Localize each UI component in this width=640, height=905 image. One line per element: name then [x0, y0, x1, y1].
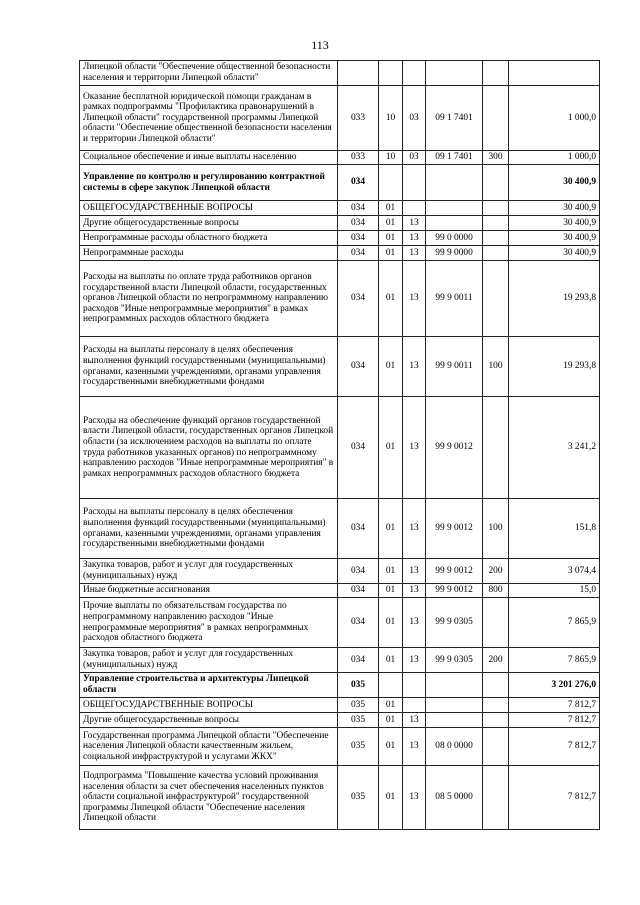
row-subsection-cell: 13	[403, 728, 426, 766]
table-row	[80, 673, 600, 698]
table-row	[80, 713, 600, 728]
row-section-cell: 01	[379, 559, 403, 584]
row-section-cell: 01	[379, 499, 403, 559]
budget-table	[79, 60, 600, 830]
row-target-article-cell: 99 0 0000	[426, 231, 483, 246]
row-admin-code-cell: 035	[338, 698, 379, 713]
row-subsection-cell: 13	[403, 216, 426, 231]
row-target-article-cell: 08 5 0000	[426, 766, 483, 830]
row-section-cell	[379, 165, 403, 201]
table-row	[80, 216, 600, 231]
row-subsection-cell	[403, 673, 426, 698]
row-name-cell: Другие общегосударственные вопросы	[80, 713, 338, 728]
row-amount-cell: 3 074,4	[509, 559, 600, 584]
row-admin-code-cell: 035	[338, 766, 379, 830]
row-expense-type-cell	[483, 673, 509, 698]
row-subsection-cell: 13	[403, 648, 426, 673]
row-admin-code-cell: 034	[338, 559, 379, 584]
row-subsection-cell: 13	[403, 337, 426, 397]
row-amount-cell: 30 400,9	[509, 201, 600, 216]
row-expense-type-cell	[483, 61, 509, 86]
row-admin-code-cell: 034	[338, 397, 379, 499]
row-admin-code-cell	[338, 61, 379, 86]
table-row	[80, 337, 600, 397]
row-expense-type-cell	[483, 766, 509, 830]
row-name-cell: Расходы на выплаты по оплате труда работников органов государственной власти Липецкой области, государственных органов Липецкой области по непрограммному направлению расходов "Иные непрограммные мероприятия" в рамках непрограммных расходов областного бюджета	[80, 261, 338, 337]
row-subsection-cell: 13	[403, 246, 426, 261]
row-name-cell: ОБЩЕГОСУДАРСТВЕННЫЕ ВОПРОСЫ	[80, 201, 338, 216]
row-name-cell: Расходы на обеспечение функций органов государственной власти Липецкой области, государственных органов Липецкой области (за исключением расходов на выплаты по оплате труда работников указанных органов) по непрограммному направлению расходов "Иные непрограммные мероприятия" в рамках непрограммных расходов областного бюджета	[80, 397, 338, 499]
row-name-cell: Управление строительства и архитектуры Липецкой области	[80, 673, 338, 698]
row-expense-type-cell: 200	[483, 648, 509, 673]
row-name-cell: Липецкой области "Обеспечение общественной безопасности населения и территории Липецкой области"	[80, 61, 338, 86]
row-amount-cell: 3 201 276,0	[509, 673, 600, 698]
row-expense-type-cell	[483, 598, 509, 648]
row-amount-cell	[509, 61, 600, 86]
table-row	[80, 151, 600, 165]
table-row	[80, 201, 600, 216]
row-amount-cell: 7 865,9	[509, 598, 600, 648]
row-subsection-cell	[403, 698, 426, 713]
row-expense-type-cell	[483, 201, 509, 216]
row-expense-type-cell	[483, 261, 509, 337]
row-expense-type-cell	[483, 246, 509, 261]
row-section-cell: 01	[379, 584, 403, 598]
row-admin-code-cell: 035	[338, 713, 379, 728]
table-row	[80, 598, 600, 648]
row-section-cell: 01	[379, 216, 403, 231]
row-amount-cell: 3 241,2	[509, 397, 600, 499]
row-subsection-cell	[403, 165, 426, 201]
row-expense-type-cell	[483, 216, 509, 231]
row-admin-code-cell: 034	[338, 261, 379, 337]
row-amount-cell: 30 400,9	[509, 246, 600, 261]
row-section-cell	[379, 673, 403, 698]
row-admin-code-cell: 034	[338, 337, 379, 397]
row-section-cell: 01	[379, 231, 403, 246]
row-name-cell: Непрограммные расходы областного бюджета	[80, 231, 338, 246]
row-section-cell: 01	[379, 648, 403, 673]
row-name-cell: Государственная программа Липецкой области "Обеспечение населения Липецкой области качественным жильем, социальной инфраструктурой и услугами ЖКХ"	[80, 728, 338, 766]
row-amount-cell: 19 293,8	[509, 337, 600, 397]
table-row	[80, 397, 600, 499]
row-expense-type-cell	[483, 713, 509, 728]
row-section-cell: 01	[379, 337, 403, 397]
row-name-cell: Закупка товаров, работ и услуг для государственных (муниципальных) нужд	[80, 559, 338, 584]
row-subsection-cell	[403, 61, 426, 86]
row-target-article-cell: 99 9 0305	[426, 648, 483, 673]
row-expense-type-cell: 100	[483, 337, 509, 397]
row-name-cell: Иные бюджетные ассигнования	[80, 584, 338, 598]
row-target-article-cell: 99 9 0012	[426, 397, 483, 499]
table-row	[80, 766, 600, 830]
row-section-cell: 01	[379, 397, 403, 499]
row-expense-type-cell	[483, 698, 509, 713]
row-target-article-cell: 99 9 0012	[426, 584, 483, 598]
row-amount-cell: 30 400,9	[509, 216, 600, 231]
row-admin-code-cell: 034	[338, 231, 379, 246]
table-row	[80, 231, 600, 246]
table-row	[80, 261, 600, 337]
row-section-cell: 01	[379, 261, 403, 337]
row-section-cell: 01	[379, 698, 403, 713]
row-target-article-cell: 99 9 0011	[426, 337, 483, 397]
row-expense-type-cell	[483, 728, 509, 766]
row-section-cell: 01	[379, 766, 403, 830]
row-target-article-cell: 08 0 0000	[426, 728, 483, 766]
row-section-cell: 01	[379, 201, 403, 216]
page-number: 113	[311, 38, 329, 52]
table-row	[80, 165, 600, 201]
row-admin-code-cell: 034	[338, 598, 379, 648]
row-expense-type-cell: 300	[483, 151, 509, 165]
row-name-cell: Расходы на выплаты персоналу в целях обеспечения выполнения функций государственными (муниципальными) органами, казенными учреждениями, органами управления государственными внебюджетными фондами	[80, 499, 338, 559]
row-name-cell: Социальное обеспечение и иные выплаты населению	[80, 151, 338, 165]
row-target-article-cell: 09 1 7401	[426, 86, 483, 151]
row-name-cell: Прочие выплаты по обязательствам государства по непрограммному направлению расходов "Иные непрограммные мероприятия" в рамках непрограммных расходов областного бюджета	[80, 598, 338, 648]
row-section-cell: 01	[379, 728, 403, 766]
row-target-article-cell	[426, 673, 483, 698]
table-row	[80, 61, 600, 86]
row-subsection-cell: 13	[403, 559, 426, 584]
row-target-article-cell: 99 9 0011	[426, 261, 483, 337]
row-section-cell: 01	[379, 598, 403, 648]
row-admin-code-cell: 034	[338, 648, 379, 673]
row-admin-code-cell: 033	[338, 151, 379, 165]
row-expense-type-cell	[483, 86, 509, 151]
row-admin-code-cell: 035	[338, 673, 379, 698]
row-subsection-cell: 13	[403, 713, 426, 728]
table-row	[80, 584, 600, 598]
row-target-article-cell: 99 9 0305	[426, 598, 483, 648]
row-amount-cell: 7 812,7	[509, 713, 600, 728]
table-row	[80, 648, 600, 673]
row-subsection-cell: 03	[403, 86, 426, 151]
row-expense-type-cell: 100	[483, 499, 509, 559]
row-target-article-cell: 99 9 0000	[426, 246, 483, 261]
row-admin-code-cell: 034	[338, 216, 379, 231]
row-target-article-cell: 09 1 7401	[426, 151, 483, 165]
row-subsection-cell: 13	[403, 261, 426, 337]
row-subsection-cell: 13	[403, 231, 426, 246]
row-subsection-cell: 13	[403, 397, 426, 499]
row-admin-code-cell: 034	[338, 584, 379, 598]
row-amount-cell: 7 812,7	[509, 728, 600, 766]
row-amount-cell: 30 400,9	[509, 231, 600, 246]
row-expense-type-cell: 800	[483, 584, 509, 598]
row-target-article-cell	[426, 698, 483, 713]
row-amount-cell: 151,8	[509, 499, 600, 559]
row-target-article-cell: 99 9 0012	[426, 499, 483, 559]
row-name-cell: Закупка товаров, работ и услуг для государственных (муниципальных) нужд	[80, 648, 338, 673]
row-name-cell: Непрограммные расходы	[80, 246, 338, 261]
row-name-cell: Другие общегосударственные вопросы	[80, 216, 338, 231]
row-expense-type-cell	[483, 231, 509, 246]
row-admin-code-cell: 033	[338, 86, 379, 151]
budget-table-body	[80, 61, 600, 830]
row-target-article-cell	[426, 713, 483, 728]
row-subsection-cell: 13	[403, 766, 426, 830]
table-row	[80, 698, 600, 713]
row-amount-cell: 19 293,8	[509, 261, 600, 337]
row-amount-cell: 15,0	[509, 584, 600, 598]
row-name-cell: ОБЩЕГОСУДАРСТВЕННЫЕ ВОПРОСЫ	[80, 698, 338, 713]
row-amount-cell: 30 400,9	[509, 165, 600, 201]
row-section-cell: 01	[379, 713, 403, 728]
row-admin-code-cell: 035	[338, 728, 379, 766]
row-amount-cell: 7 812,7	[509, 766, 600, 830]
row-name-cell: Управление по контролю и регулированию контрактной системы в сфере закупок Липецкой области	[80, 165, 338, 201]
table-row	[80, 728, 600, 766]
row-name-cell: Расходы на выплаты персоналу в целях обеспечения выполнения функций государственными (муниципальными) органами, казенными учреждениями, органами управления государственными внебюджетными фондами	[80, 337, 338, 397]
row-expense-type-cell	[483, 397, 509, 499]
row-section-cell: 10	[379, 86, 403, 151]
row-admin-code-cell: 034	[338, 165, 379, 201]
row-target-article-cell	[426, 216, 483, 231]
row-target-article-cell: 99 9 0012	[426, 559, 483, 584]
row-subsection-cell: 03	[403, 151, 426, 165]
row-admin-code-cell: 034	[338, 499, 379, 559]
table-row	[80, 246, 600, 261]
row-target-article-cell	[426, 201, 483, 216]
row-amount-cell: 1 000,0	[509, 151, 600, 165]
row-name-cell: Оказание бесплатной юридической помощи гражданам в рамках подпрограммы "Профилактика правонарушений в Липецкой области" государственной программы Липецкой области "Обеспечение общественной безопасности населения и территории Липецкой области"	[80, 86, 338, 151]
row-subsection-cell: 13	[403, 598, 426, 648]
row-section-cell	[379, 61, 403, 86]
table-row	[80, 86, 600, 151]
row-section-cell: 10	[379, 151, 403, 165]
row-amount-cell: 7 865,9	[509, 648, 600, 673]
row-expense-type-cell: 200	[483, 559, 509, 584]
table-row	[80, 559, 600, 584]
row-amount-cell: 7 812,7	[509, 698, 600, 713]
row-name-cell: Подпрограмма "Повышение качества условий проживания населения области за счет обеспечения населенных пунктов области социальной инфраструктурой" государственной программы Липецкой области "Обеспечение населения Липецкой области	[80, 766, 338, 830]
row-amount-cell: 1 000,0	[509, 86, 600, 151]
row-target-article-cell	[426, 165, 483, 201]
row-subsection-cell	[403, 201, 426, 216]
row-target-article-cell	[426, 61, 483, 86]
row-admin-code-cell: 034	[338, 246, 379, 261]
row-expense-type-cell	[483, 165, 509, 201]
row-section-cell: 01	[379, 246, 403, 261]
row-subsection-cell: 13	[403, 499, 426, 559]
row-subsection-cell: 13	[403, 584, 426, 598]
row-admin-code-cell: 034	[338, 201, 379, 216]
table-row	[80, 499, 600, 559]
